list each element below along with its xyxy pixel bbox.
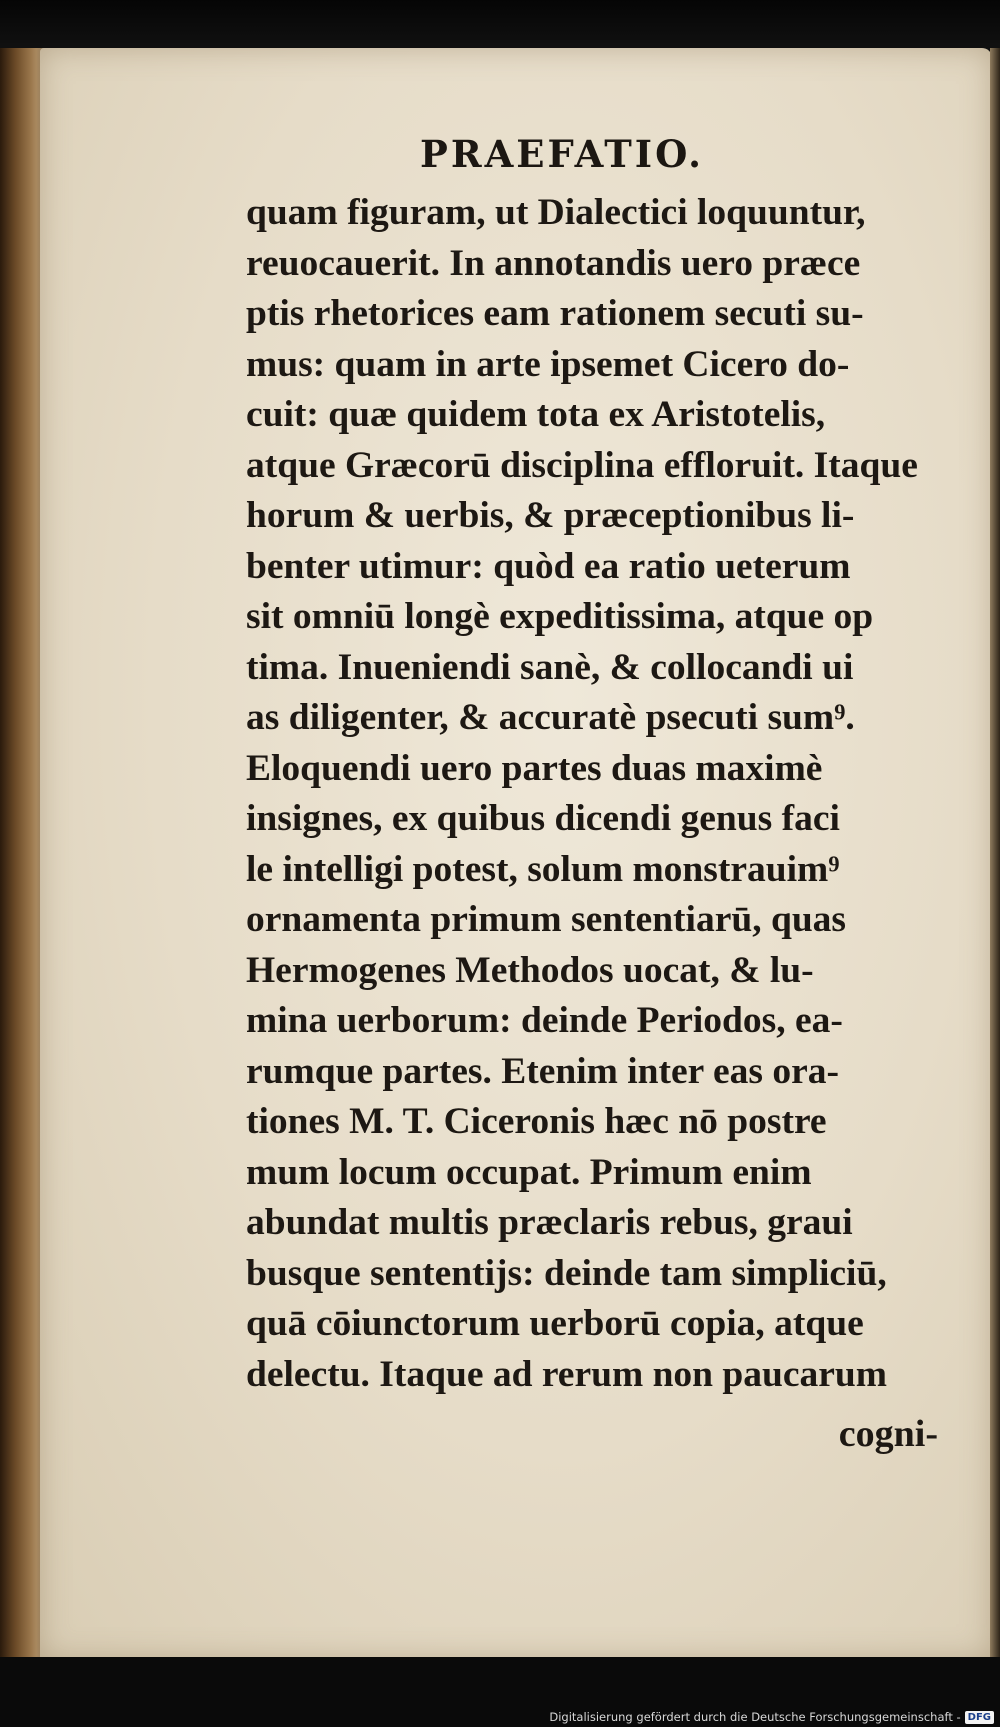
text-line: tima. Inueniendi sanè, & collocandi ui <box>246 646 854 688</box>
text-line: insignes, ex quibus dicendi genus faci <box>246 798 840 839</box>
text-line: mus: quam in arte ipsemet Cicero do- <box>246 343 850 385</box>
text-line: le intelligi potest, solum monstrauim⁹ <box>246 848 840 890</box>
text-line: Eloquendi uero partes duas maximè <box>246 747 823 789</box>
text-line: horum & uerbis, & præceptionibus li- <box>246 495 855 536</box>
text-line: tiones M. T. Ciceronis hæc nō postre <box>246 1101 827 1142</box>
text-line: cuit: quæ quidem tota ex Aristotelis, <box>246 394 826 435</box>
text-line: abundat multis præclaris rebus, graui <box>246 1202 853 1243</box>
text-line: busque sententijs: deinde tam simpliciū, <box>246 1252 887 1294</box>
text-line: atque Græcorū disciplina effloruit. Itaque <box>246 444 918 486</box>
text-line: reuocauerit. In annotandis uero præce <box>246 242 861 284</box>
text-line: mum locum occupat. Primum enim <box>246 1151 812 1193</box>
scan-top-border <box>0 0 1000 50</box>
text-line: Hermogenes Methodos uocat, & lu- <box>246 949 814 991</box>
text-line: rumque partes. Etenim inter eas ora- <box>246 1050 839 1092</box>
text-line: mina uerborum: deinde Periodos, ea- <box>246 1000 843 1041</box>
running-head: PRAEFATIO. <box>420 132 705 176</box>
page-body-text <box>246 188 956 1400</box>
text-line: ornamenta primum sententiarū, quas <box>246 899 847 940</box>
text-line: benter utimur: quòd ea ratio ueterum <box>246 545 851 587</box>
text-line: delectu. Itaque ad rerum non paucarum <box>246 1353 887 1395</box>
dfg-logo-icon: DFG <box>965 1711 994 1724</box>
credit-text: Digitalisierung gefördert durch die Deutsche Forschungsgemeinschaft - <box>549 1710 961 1724</box>
text-line: quam figuram, ut Dialectici loquuntur, <box>246 192 866 233</box>
text-line: as diligenter, & accuratè psecuti sum⁹. <box>246 697 855 738</box>
catchword: cogni- <box>838 1413 938 1455</box>
text-line: ptis rhetorices eam rationem secuti su- <box>246 293 864 334</box>
scan-right-border <box>990 48 1000 1668</box>
book-page-edge <box>0 48 44 1668</box>
text-line: sit omniū longè expeditissima, atque op <box>246 596 874 637</box>
digitization-credit <box>549 1710 994 1724</box>
text-line: quā cōiunctorum uerborū copia, atque <box>246 1303 864 1344</box>
